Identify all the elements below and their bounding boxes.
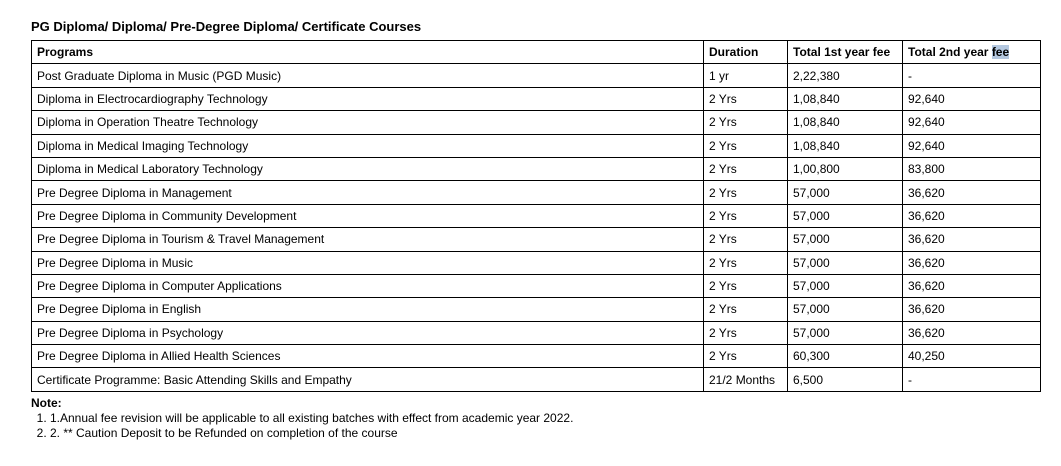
cell-duration: 2 Yrs bbox=[704, 87, 788, 110]
cell-first-year-fee: 60,300 bbox=[788, 345, 903, 368]
cell-duration: 2 Yrs bbox=[704, 228, 788, 251]
table-row bbox=[32, 87, 1041, 110]
header-programs: Programs bbox=[32, 41, 704, 64]
cell-program: Post Graduate Diploma in Music (PGD Music) bbox=[32, 64, 704, 87]
table-row bbox=[32, 64, 1041, 87]
cell-second-year-fee: 36,620 bbox=[903, 204, 1041, 227]
table-header-row bbox=[32, 41, 1041, 64]
cell-second-year-fee: 36,620 bbox=[903, 274, 1041, 297]
cell-program: Pre Degree Diploma in Allied Health Sciences bbox=[32, 345, 704, 368]
cell-program: Pre Degree Diploma in Computer Applications bbox=[32, 274, 704, 297]
cell-second-year-fee: 36,620 bbox=[903, 321, 1041, 344]
note-label: Note: bbox=[31, 396, 62, 410]
cell-first-year-fee: 57,000 bbox=[788, 251, 903, 274]
cell-duration: 21/2 Months bbox=[704, 368, 788, 391]
cell-second-year-fee: 92,640 bbox=[903, 87, 1041, 110]
header-second-year-fee bbox=[903, 41, 1041, 64]
cell-second-year-fee: - bbox=[903, 64, 1041, 87]
table-row bbox=[32, 111, 1041, 134]
table-row bbox=[32, 181, 1041, 204]
cell-first-year-fee: 57,000 bbox=[788, 298, 903, 321]
cell-first-year-fee: 6,500 bbox=[788, 368, 903, 391]
notes bbox=[31, 396, 573, 441]
cell-duration: 2 Yrs bbox=[704, 134, 788, 157]
cell-first-year-fee: 57,000 bbox=[788, 274, 903, 297]
cell-second-year-fee: 92,640 bbox=[903, 134, 1041, 157]
cell-first-year-fee: 1,00,800 bbox=[788, 157, 903, 180]
cell-first-year-fee: 1,08,840 bbox=[788, 111, 903, 134]
cell-second-year-fee: 83,800 bbox=[903, 157, 1041, 180]
table-row bbox=[32, 157, 1041, 180]
cell-program: Pre Degree Diploma in Music bbox=[32, 251, 704, 274]
header-first-year-fee: Total 1st year fee bbox=[788, 41, 903, 64]
cell-first-year-fee: 1,08,840 bbox=[788, 87, 903, 110]
header-duration: Duration bbox=[704, 41, 788, 64]
cell-program: Diploma in Electrocardiography Technology bbox=[32, 87, 704, 110]
cell-second-year-fee: 40,250 bbox=[903, 345, 1041, 368]
cell-second-year-fee: - bbox=[903, 368, 1041, 391]
cell-second-year-fee: 36,620 bbox=[903, 228, 1041, 251]
cell-program: Diploma in Medical Imaging Technology bbox=[32, 134, 704, 157]
cell-program: Pre Degree Diploma in English bbox=[32, 298, 704, 321]
cell-second-year-fee: 92,640 bbox=[903, 111, 1041, 134]
table-row bbox=[32, 228, 1041, 251]
cell-program: Diploma in Medical Laboratory Technology bbox=[32, 157, 704, 180]
cell-program: Pre Degree Diploma in Management bbox=[32, 181, 704, 204]
note-item: 1. 1.Annual fee revision will be applicable to all existing batches with effect from academic year 2022. bbox=[50, 411, 573, 426]
cell-second-year-fee: 36,620 bbox=[903, 251, 1041, 274]
cell-second-year-fee: 36,620 bbox=[903, 181, 1041, 204]
table-row bbox=[32, 368, 1041, 391]
table-row bbox=[32, 345, 1041, 368]
header-text: Total 2nd year bbox=[908, 45, 992, 60]
cell-program: Diploma in Operation Theatre Technology bbox=[32, 111, 704, 134]
cell-duration: 2 Yrs bbox=[704, 111, 788, 134]
cell-first-year-fee: 57,000 bbox=[788, 181, 903, 204]
page-title: PG Diploma/ Diploma/ Pre-Degree Diploma/ Certificate Courses bbox=[31, 19, 422, 34]
table-row bbox=[32, 204, 1041, 227]
table-row bbox=[32, 274, 1041, 297]
cell-duration: 1 yr bbox=[704, 64, 788, 87]
cell-duration: 2 Yrs bbox=[704, 181, 788, 204]
cell-duration: 2 Yrs bbox=[704, 345, 788, 368]
cell-duration: 2 Yrs bbox=[704, 274, 788, 297]
selected-text: fee bbox=[991, 45, 1010, 60]
note-item: 2. 2. ** Caution Deposit to be Refunded on completion of the course bbox=[50, 426, 573, 441]
cell-second-year-fee: 36,620 bbox=[903, 298, 1041, 321]
cell-first-year-fee: 57,000 bbox=[788, 228, 903, 251]
cell-duration: 2 Yrs bbox=[704, 204, 788, 227]
cell-first-year-fee: 1,08,840 bbox=[788, 134, 903, 157]
cell-program: Certificate Programme: Basic Attending Skills and Empathy bbox=[32, 368, 704, 391]
table-row bbox=[32, 321, 1041, 344]
cell-program: Pre Degree Diploma in Tourism & Travel Management bbox=[32, 228, 704, 251]
cell-first-year-fee: 57,000 bbox=[788, 204, 903, 227]
cell-duration: 2 Yrs bbox=[704, 157, 788, 180]
table-row bbox=[32, 298, 1041, 321]
cell-first-year-fee: 57,000 bbox=[788, 321, 903, 344]
fee-table bbox=[31, 40, 1041, 392]
cell-duration: 2 Yrs bbox=[704, 251, 788, 274]
cell-program: Pre Degree Diploma in Community Development bbox=[32, 204, 704, 227]
cell-duration: 2 Yrs bbox=[704, 321, 788, 344]
table-row bbox=[32, 251, 1041, 274]
cell-duration: 2 Yrs bbox=[704, 298, 788, 321]
cell-first-year-fee: 2,22,380 bbox=[788, 64, 903, 87]
table-row bbox=[32, 134, 1041, 157]
cell-program: Pre Degree Diploma in Psychology bbox=[32, 321, 704, 344]
